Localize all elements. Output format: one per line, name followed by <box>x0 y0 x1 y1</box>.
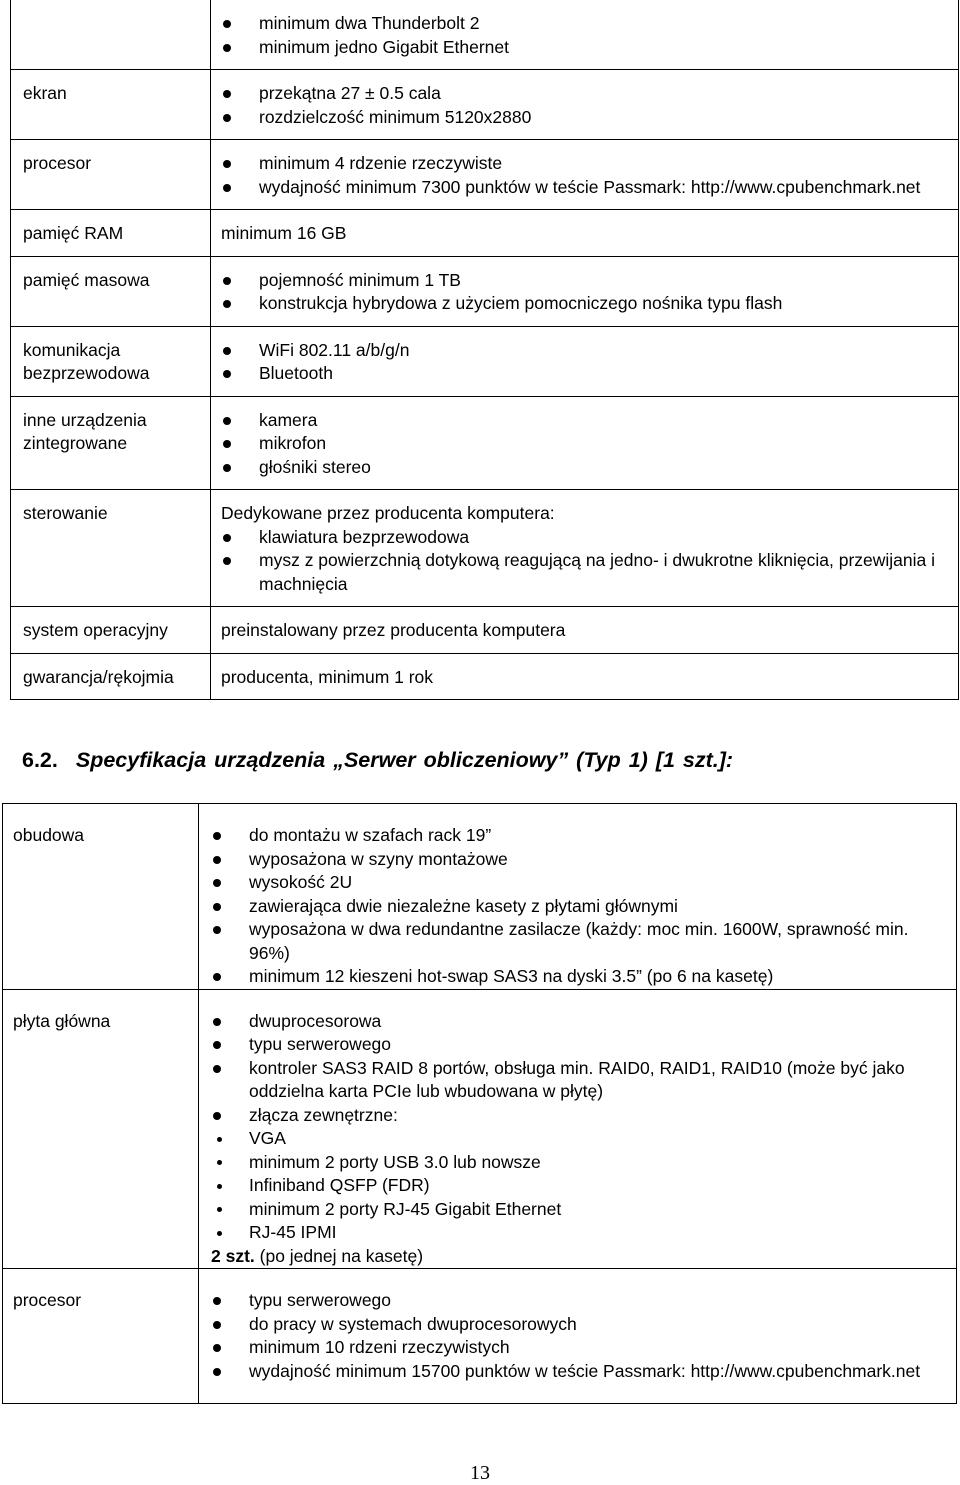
row-value <box>199 989 957 1269</box>
list-item: do montażu w szafach rack 19” <box>211 824 948 848</box>
list-item: minimum jedno Gigabit Ethernet <box>221 36 950 60</box>
sub-list-item: Infiniband QSFP (FDR) <box>211 1174 948 1198</box>
list-item: kontroler SAS3 RAID 8 portów, obsługa min. RAID0, RAID1, RAID10 (może być jako oddzielna karta PCIe lub wbudowana w płytę) <box>211 1057 948 1104</box>
row-label: procesor <box>11 140 211 210</box>
row-label: inne urządzenia zintegrowane <box>11 396 211 490</box>
row-label: komunikacja bezprzewodowa <box>11 326 211 396</box>
table-row <box>11 396 959 490</box>
bullet-list <box>221 526 950 597</box>
sub-list-item: VGA <box>211 1127 948 1151</box>
bullet-list <box>221 12 950 59</box>
quantity-note-text: (po jednej na kasetę) <box>254 1245 424 1266</box>
row-value <box>211 490 959 607</box>
bullet-list <box>221 82 950 129</box>
sub-list-item: RJ-45 IPMI <box>211 1221 948 1245</box>
row-value <box>211 396 959 490</box>
table-row <box>11 70 959 140</box>
list-item: zawierająca dwie niezależne kasety z płytami głównymi <box>211 895 948 919</box>
sub-list-item: minimum 2 porty USB 3.0 lub nowsze <box>211 1151 948 1175</box>
bullet-list <box>221 269 950 316</box>
list-item: typu serwerowego <box>211 1033 948 1057</box>
row-value <box>211 210 959 257</box>
row-value <box>211 653 959 700</box>
row-label <box>11 0 211 70</box>
row-label: gwarancja/rękojmia <box>11 653 211 700</box>
list-item: mysz z powierzchnią dotykową reagującą na jedno- i dwukrotne kliknięcia, przewijania i machnięcia <box>221 549 950 596</box>
table-row <box>11 0 959 70</box>
row-value <box>211 140 959 210</box>
list-item: pojemność minimum 1 TB <box>221 269 950 293</box>
list-item: kamera <box>221 409 950 433</box>
table-row <box>11 140 959 210</box>
table-row <box>11 490 959 607</box>
list-item: wydajność minimum 7300 punktów w teście Passmark: http://www.cpubenchmark.net <box>221 176 950 200</box>
list-item: wydajność minimum 15700 punktów w teście Passmark: http://www.cpubenchmark.net <box>211 1360 948 1384</box>
row-label: obudowa <box>3 804 199 990</box>
table-row <box>3 804 957 990</box>
row-value <box>211 70 959 140</box>
row-value <box>199 1269 957 1404</box>
row-value <box>211 256 959 326</box>
row-label: pamięć masowa <box>11 256 211 326</box>
bullet-list <box>221 152 950 199</box>
row-text: minimum 16 GB <box>221 223 347 243</box>
section-title: Specyfikacja urządzenia „Serwer obliczeniowy” (Typ 1) [1 szt.]: <box>75 748 734 772</box>
list-item: minimum 12 kieszeni hot-swap SAS3 na dyski 3.5” (po 6 na kasetę) <box>211 965 948 989</box>
bullet-list <box>211 1289 948 1383</box>
section-number: 6.2. <box>22 748 58 772</box>
list-item: typu serwerowego <box>211 1289 948 1313</box>
table-row <box>11 326 959 396</box>
table-row <box>3 989 957 1269</box>
table-row <box>3 1269 957 1404</box>
row-label: ekran <box>11 70 211 140</box>
row-value <box>211 607 959 654</box>
list-item: przekątna 27 ± 0.5 cala <box>221 82 950 106</box>
quantity-note <box>211 1245 948 1269</box>
row-label: pamięć RAM <box>11 210 211 257</box>
sub-bullet-list <box>211 1127 948 1245</box>
row-value <box>211 326 959 396</box>
spec-table-server <box>2 803 957 1404</box>
list-item: do pracy w systemach dwuprocesorowych <box>211 1313 948 1337</box>
row-label: płyta główna <box>3 989 199 1269</box>
row-text: producenta, minimum 1 rok <box>221 666 434 687</box>
list-item: mikrofon <box>221 432 950 456</box>
list-item: minimum dwa Thunderbolt 2 <box>221 12 950 36</box>
row-value <box>211 0 959 70</box>
bullet-list <box>211 1010 948 1128</box>
bullet-list <box>221 409 950 480</box>
sub-list-item: minimum 2 porty RJ-45 Gigabit Ethernet <box>211 1198 948 1222</box>
page-number: 13 <box>470 1462 490 1484</box>
list-item: wysokość 2U <box>211 871 948 895</box>
list-item: minimum 10 rdzeni rzeczywistych <box>211 1336 948 1360</box>
list-item: klawiatura bezprzewodowa <box>221 526 950 550</box>
table-row <box>11 607 959 654</box>
row-label: procesor <box>3 1269 199 1404</box>
row-label: system operacyjny <box>11 607 211 654</box>
row-text: Dedykowane przez producenta komputera: <box>221 503 555 523</box>
spec-table-body <box>11 0 959 700</box>
table-row <box>11 210 959 257</box>
row-label: sterowanie <box>11 490 211 607</box>
list-item: głośniki stereo <box>221 456 950 480</box>
list-item: Bluetooth <box>221 362 950 386</box>
row-value <box>199 804 957 990</box>
bullet-list <box>211 824 948 989</box>
section-heading <box>22 748 733 773</box>
list-item: złącza zewnętrzne: <box>211 1104 948 1128</box>
list-item: WiFi 802.11 a/b/g/n <box>221 339 950 363</box>
list-item: konstrukcja hybrydowa z użyciem pomocniczego nośnika typu flash <box>221 292 950 316</box>
list-item: rozdzielczość minimum 5120x2880 <box>221 106 950 130</box>
list-item: wyposażona w szyny montażowe <box>211 848 948 872</box>
quantity-note-bold: 2 szt. <box>211 1245 255 1266</box>
list-item: wyposażona w dwa redundantne zasilacze (każdy: moc min. 1600W, sprawność min. 96%) <box>211 918 948 965</box>
spec-table-workstation <box>10 0 959 700</box>
table-row <box>11 256 959 326</box>
bullet-list <box>221 339 950 386</box>
list-item: minimum 4 rdzenie rzeczywiste <box>221 152 950 176</box>
row-text: preinstalowany przez producenta komputera <box>221 620 566 640</box>
table-row <box>11 653 959 700</box>
list-item: dwuprocesorowa <box>211 1010 948 1034</box>
